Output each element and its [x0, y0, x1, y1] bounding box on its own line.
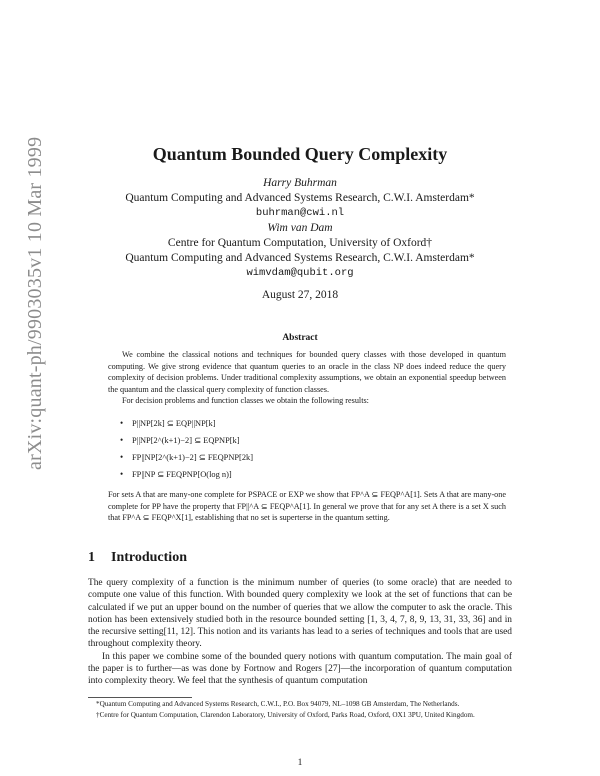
section-heading	[88, 550, 187, 566]
author-affiliation: Centre for Quantum Computation, University of Oxford†	[167, 237, 433, 249]
footnote: *Quantum Computing and Advanced Systems Research, C.W.I., P.O. Box 94079, NL–1098 GB Amsterdam, The Netherlands.	[96, 700, 460, 708]
page-number: 1	[297, 758, 303, 768]
introduction-body	[88, 577, 512, 688]
author-name: Wim van Dam	[267, 222, 333, 234]
list-item: • P||NP[2^(k+1)−2] ⊆ EQPNP[k]	[120, 434, 240, 445]
body-paragraph: In this paper we combine some of the bounded query notions with quantum computation. The main goal of the paper is to further—as was done by Fortnow and Rogers [27]—the incorporation of quantum computation into complexity theory. We feel that the synthesis of quantum computation	[88, 651, 512, 687]
list-item: • FP||NP[2^(k+1)−2] ⊆ FEQPNP[2k]	[120, 451, 253, 462]
author-email: wimvdam@qubit.org	[246, 267, 354, 279]
paper-date: August 27, 2018	[261, 289, 339, 301]
result-formula: P||NP[2k] ⊆ EQP||NP[k]	[132, 418, 216, 428]
author-affiliation: Quantum Computing and Advanced Systems Research, C.W.I. Amsterdam*	[125, 252, 475, 264]
abstract-paragraph: For decision problems and function classes we obtain the following results:	[122, 396, 369, 405]
author-name: Harry Buhrman	[263, 177, 337, 189]
result-formula: P||NP[2^(k+1)−2] ⊆ EQPNP[k]	[132, 435, 240, 445]
abstract-paragraph: For sets A that are many-one complete for PSPACE or EXP we show that FP^A ⊆ FEQP^A[1]. Sets A that are many-one complete for PP have the property that FP||^A ⊆ FEQP^A[1]. In general we prove that for any set A there is a set X such that FP^A ⊆ FEQP^X[1], establishing that no set is superterse in the quantum setting.	[108, 490, 506, 522]
list-item: • P||NP[2k] ⊆ EQP||NP[k]	[120, 417, 216, 428]
result-list	[120, 414, 500, 482]
abstract-paragraph: We combine the classical notions and techniques for bounded query classes with those developed in quantum computing. We give strong evidence that quantum queries to an oracle in the class NP does indeed reduce the query complexity of decision problems. Under traditional complexity assumptions, we obtain an exponential speedup between the quantum and the classical query complexity of function classes.	[108, 350, 506, 394]
result-formula: FP||NP ⊆ FEQPNP[O(log n)]	[132, 469, 232, 479]
abstract-body	[108, 349, 506, 407]
footnote: †Centre for Quantum Computation, Clarendon Laboratory, University of Oxford, Parks Road, Oxford, OX1 3PU, United Kingdom.	[96, 710, 475, 719]
list-item: • FP||NP ⊆ FEQPNP[O(log n)]	[120, 468, 232, 479]
section-number: 1	[88, 550, 95, 565]
section-title: Introduction	[111, 550, 187, 565]
footnote-rule	[88, 697, 192, 698]
paper-title: Quantum Bounded Query Complexity	[152, 144, 448, 164]
body-paragraph: The query complexity of a function is the minimum number of queries (to some oracle) that are needed to compute one value of this function. With bounded query complexity we look at the set of functions that can be calculated if we put an upper bound on the number of queries that we allow the computer to ask the oracle. This notion has been extensively studied both in the resource bounded setting [1, 3, 4, 7, 8, 9, 13, 31, 33, 36] and in the recursive setting[11, 12]. This notion and its variants has lead to a series of techniques and tools that are used throughout complexity theory.	[88, 578, 512, 650]
result-formula: FP||NP[2^(k+1)−2] ⊆ FEQPNP[2k]	[132, 452, 253, 462]
arxiv-identifier: arXiv:quant-ph/9903035v1 10 Mar 1999	[24, 136, 46, 470]
author-block-1	[60, 176, 540, 221]
abstract-body-continued	[108, 489, 506, 524]
author-affiliation: Quantum Computing and Advanced Systems Research, C.W.I. Amsterdam*	[125, 192, 475, 204]
abstract-heading: Abstract	[282, 333, 318, 343]
footnotes	[88, 700, 512, 721]
author-email: buhrman@cwi.nl	[255, 207, 345, 219]
author-block-2	[60, 221, 540, 281]
